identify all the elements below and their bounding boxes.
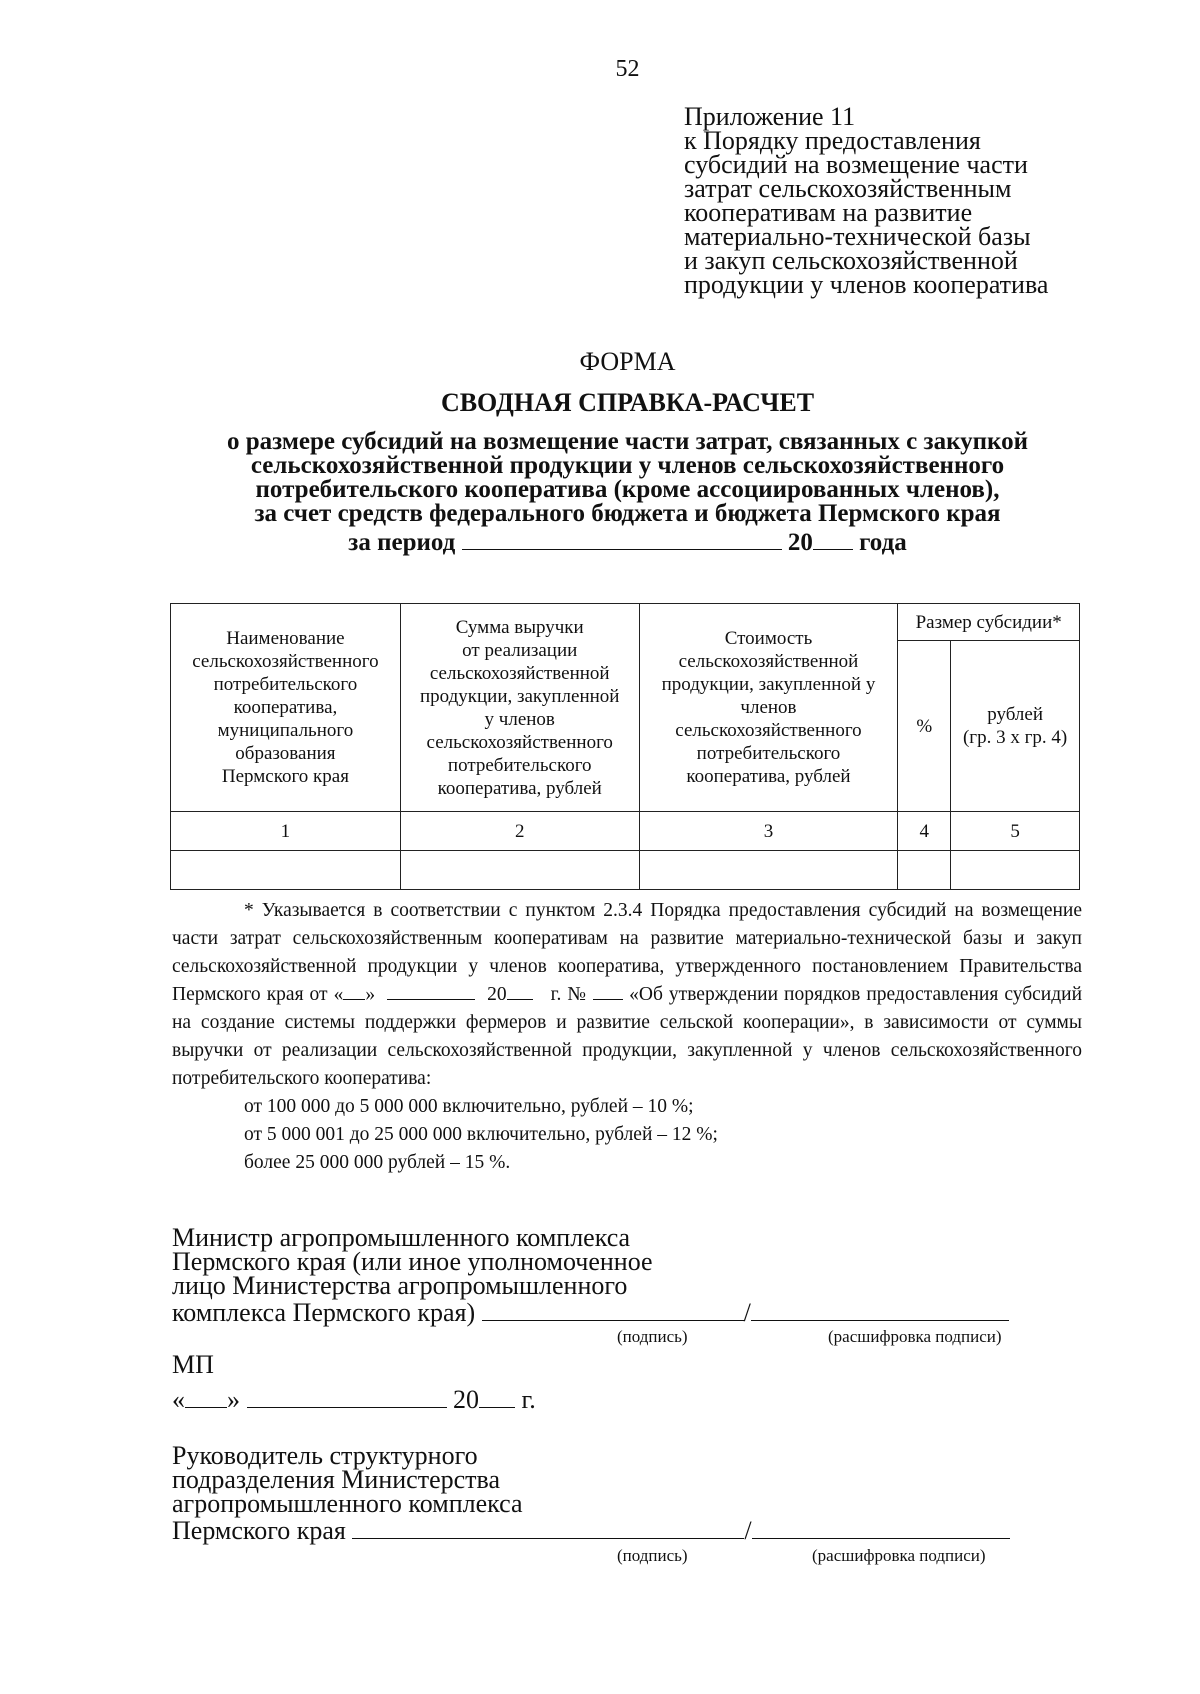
subtitle-line: сельскохозяйственной продукции у членов сельскохозяйственного bbox=[250, 452, 1005, 479]
signature-caption: (подпись) bbox=[617, 1546, 688, 1565]
appendix-line: субсидий на возмещение части bbox=[684, 150, 1028, 179]
subsidy-tiers bbox=[244, 1093, 1082, 1177]
document-subtitle bbox=[170, 430, 1085, 526]
header-product-cost: Стоимость сельскохозяйственной продукции, закупленной у членов сельскохозяйственного потребительского кооператива, рублей bbox=[639, 604, 898, 812]
period-blank[interactable] bbox=[462, 527, 782, 550]
header-cooperative-name: Наименование сельскохозяйственного потребительского кооператива, муниципального образования Пермского края bbox=[171, 604, 401, 812]
tier-item: более 25 000 000 рублей – 15 %. bbox=[244, 1152, 511, 1173]
header-rubles: рублей (гр. 3 x гр. 4) bbox=[951, 641, 1080, 812]
signatory-line: подразделения Министерства bbox=[172, 1465, 500, 1494]
appendix-line: кооперативам на развитие bbox=[684, 198, 973, 227]
signatory-line: Министр агропромышленного комплекса bbox=[172, 1223, 631, 1252]
column-number: 1 bbox=[171, 812, 401, 851]
signature-field[interactable] bbox=[482, 1298, 744, 1321]
calculation-table bbox=[170, 603, 1080, 890]
stamp-label: МП bbox=[172, 1350, 214, 1379]
signature-decoding-caption: (расшифровка подписи) bbox=[812, 1546, 986, 1565]
document-title: СВОДНАЯ СПРАВКА-РАСЧЕТ bbox=[440, 388, 815, 417]
footnote bbox=[172, 897, 1082, 1177]
signatory-line: лицо Министерства агропромышленного bbox=[172, 1271, 628, 1300]
header-revenue-sum: Сумма выручки от реализации сельскохозяйственной продукции, закупленной у членов сельскохозяйственного потребительского кооператива, рублей bbox=[400, 604, 639, 812]
signatory-line: Пермского края (или иное уполномоченное bbox=[172, 1247, 653, 1276]
appendix-line: материально-технической базы bbox=[684, 222, 1031, 251]
header-percent: % bbox=[898, 641, 951, 812]
footnote-day-blank[interactable] bbox=[343, 981, 365, 1000]
signatory-line: агропромышленного комплекса bbox=[172, 1489, 523, 1518]
date-year-blank[interactable] bbox=[479, 1385, 515, 1408]
column-number: 5 bbox=[951, 812, 1080, 851]
column-number: 2 bbox=[400, 812, 639, 851]
subtitle-line: за счет средств федерального бюджета и бюджета Пермского края bbox=[254, 500, 1001, 527]
signature-decoding-field[interactable] bbox=[751, 1298, 1009, 1321]
table-cell[interactable] bbox=[898, 851, 951, 890]
signature-field[interactable] bbox=[352, 1516, 744, 1539]
date-line: « » 20 г. bbox=[172, 1385, 536, 1414]
appendix-line: к Порядку предоставления bbox=[684, 126, 981, 155]
table-cell[interactable] bbox=[951, 851, 1080, 890]
period-year-prefix: 20 bbox=[787, 529, 813, 556]
period-line bbox=[0, 527, 1200, 557]
subtitle-line: о размере субсидий на возмещение части затрат, связанных с закупкой bbox=[226, 428, 1029, 455]
column-number: 4 bbox=[898, 812, 951, 851]
period-suffix: года bbox=[859, 529, 907, 556]
footnote-paragraph: * Указывается в соответствии с пунктом 2.3.4 Порядка предоставления субсидий на возмещение части затрат сельскохозяйственным кооперативам на развитие материально-технической базы и закуп сельскохозяйственной продукции у членов кооператива, утвержденного постановлением Правительства Пермского края от « » 20 г. № «Об утверждении порядков предоставления субсидий на создание системы поддержки фермеров и развитие сельской кооперации», в зависимости от суммы выручки от реализации сельскохозяйственной продукции, закупленной у членов сельскохозяйственного потребительского кооператива: bbox=[172, 900, 1083, 1089]
table-cell[interactable] bbox=[639, 851, 898, 890]
appendix-line: затрат сельскохозяйственным bbox=[684, 174, 1012, 203]
tier-item: от 100 000 до 5 000 000 включительно, рублей – 10 %; bbox=[244, 1096, 694, 1117]
subtitle-line: потребительского кооператива (кроме ассоциированных членов), bbox=[255, 476, 1000, 503]
signatory-line: комплекса Пермского края) / bbox=[172, 1298, 1009, 1325]
page-number: 52 bbox=[615, 56, 640, 82]
appendix-line: Приложение 11 bbox=[684, 102, 856, 131]
footnote-month-blank[interactable] bbox=[387, 981, 475, 1000]
footnote-number-blank[interactable] bbox=[593, 981, 623, 1000]
period-year-blank[interactable] bbox=[813, 527, 853, 550]
table-cell[interactable] bbox=[400, 851, 639, 890]
column-number: 3 bbox=[639, 812, 898, 851]
signature-decoding-caption: (расшифровка подписи) bbox=[828, 1327, 1002, 1346]
appendix-line: и закуп сельскохозяйственной bbox=[684, 246, 1018, 275]
header-subsidy-size: Размер субсидии* bbox=[898, 604, 1080, 641]
signatory-line: Пермского края / bbox=[172, 1516, 1010, 1543]
date-day-blank[interactable] bbox=[185, 1385, 227, 1408]
period-prefix: за период bbox=[348, 529, 456, 556]
footnote-year-blank[interactable] bbox=[507, 981, 533, 1000]
appendix-line: продукции у членов кооператива bbox=[684, 270, 1049, 299]
head-signature-block bbox=[172, 1441, 1010, 1545]
minister-signature-block bbox=[172, 1223, 1009, 1327]
signature-decoding-field[interactable] bbox=[752, 1516, 1010, 1539]
appendix-block bbox=[684, 102, 1104, 299]
table-cell[interactable] bbox=[171, 851, 401, 890]
signature-caption: (подпись) bbox=[617, 1327, 688, 1346]
date-month-blank[interactable] bbox=[247, 1385, 447, 1408]
signatory-line: Руководитель структурного bbox=[172, 1441, 478, 1470]
tier-item: от 5 000 001 до 25 000 000 включительно, рублей – 12 %; bbox=[244, 1124, 718, 1145]
form-label: ФОРМА bbox=[579, 347, 676, 376]
